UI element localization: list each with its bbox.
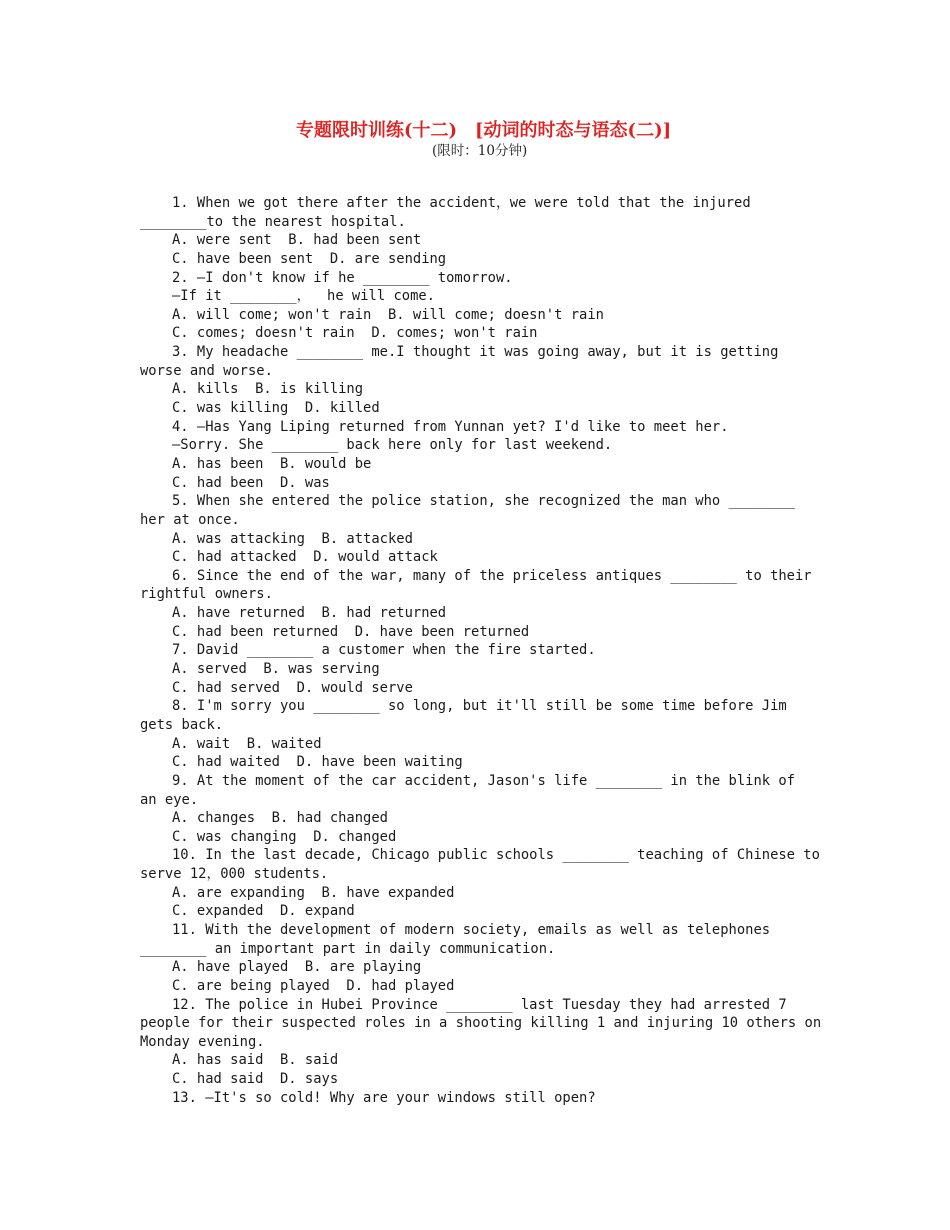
text-line: ________ an important part in daily communication. xyxy=(140,940,556,957)
text-line: A. changes B. had changed xyxy=(172,810,388,827)
text-line: 3. My headache ________ me.I thought it was going away, but it is getting xyxy=(172,344,779,361)
text-line: 2. —I don't know if he ________ tomorrow. xyxy=(172,269,513,286)
text-line: 8. I'm sorry you ________ so long, but it'll still be some time before Jim xyxy=(172,698,787,715)
text-line: A. has been B. would be xyxy=(172,455,372,472)
page-title: 专题限时训练(十二) [动词的时态与语态(二)] xyxy=(296,120,672,141)
text-line: A. have returned B. had returned xyxy=(172,605,447,622)
text-line: 4. —Has Yang Liping returned from Yunnan yet? I'd like to meet her. xyxy=(172,418,729,435)
text-line: worse and worse. xyxy=(140,362,273,379)
text-line: C. are being played D. had played xyxy=(172,977,455,994)
text-line: 12. The police in Hubei Province ________ last Tuesday they had arrested 7 xyxy=(172,996,787,1013)
text-line: C. had been D. was xyxy=(172,474,330,491)
text-line: 7. David ________ a customer when the fire started. xyxy=(172,642,596,659)
text-line: C. have been sent D. are sending xyxy=(172,250,447,267)
text-line: A. were sent B. had been sent xyxy=(172,232,422,249)
text-line: 6. Since the end of the war, many of the priceless antiques ________ to their xyxy=(172,567,812,584)
text-line: A. will come; won't rain B. will come; doesn't rain xyxy=(172,306,604,323)
text-line: C. had been returned D. have been returned xyxy=(172,623,530,640)
text-line: 11. With the development of modern society, emails as well as telephones xyxy=(172,921,771,938)
text-line: C. had attacked D. would attack xyxy=(172,549,438,566)
text-line: C. had waited D. have been waiting xyxy=(172,754,463,771)
text-line: A. kills B. is killing xyxy=(172,381,364,398)
text-line: A. have played B. are playing xyxy=(172,959,422,976)
text-line: A. served B. was serving xyxy=(172,661,380,678)
text-line: rightful owners. xyxy=(140,586,273,603)
text-line: people for their suspected roles in a shooting killing 1 and injuring 10 others on xyxy=(140,1015,822,1032)
text-line: —If it ________， he will come. xyxy=(172,288,435,305)
text-line: A. wait B. waited xyxy=(172,735,322,752)
question-list xyxy=(140,194,830,1107)
text-line: Monday evening. xyxy=(140,1033,265,1050)
text-line: gets back. xyxy=(140,716,224,733)
text-line: C. had said D. says xyxy=(172,1071,339,1088)
text-line: C. expanded D. expand xyxy=(172,903,355,920)
text-line: her at once. xyxy=(140,511,240,528)
text-line: A. has said B. said xyxy=(172,1052,339,1069)
time-limit-note: (限时：10分钟) xyxy=(432,143,528,159)
text-line: serve 12，000 students. xyxy=(140,866,329,883)
text-line: ________to the nearest hospital. xyxy=(140,213,406,230)
text-line: 13. —It's so cold! Why are your windows still open? xyxy=(172,1089,596,1106)
text-line: C. was killing D. killed xyxy=(172,400,380,417)
text-line: an eye. xyxy=(140,791,199,808)
text-line: C. had served D. would serve xyxy=(172,679,413,696)
text-line: 1. When we got there after the accident，we were told that the injured xyxy=(172,195,751,211)
text-line: A. was attacking B. attacked xyxy=(172,530,413,547)
text-line: —Sorry. She ________ back here only for last weekend. xyxy=(172,437,613,454)
text-line: C. was changing D. changed xyxy=(172,828,397,845)
text-line: 5. When she entered the police station, she recognized the man who ________ xyxy=(172,493,795,510)
text-line: A. are expanding B. have expanded xyxy=(172,884,455,901)
text-line: 9. At the moment of the car accident, Jason's life ________ in the blink of xyxy=(172,772,795,789)
text-line: C. comes; doesn't rain D. comes; won't rain xyxy=(172,325,538,342)
text-line: 10. In the last decade, Chicago public schools ________ teaching of Chinese to xyxy=(172,847,820,864)
